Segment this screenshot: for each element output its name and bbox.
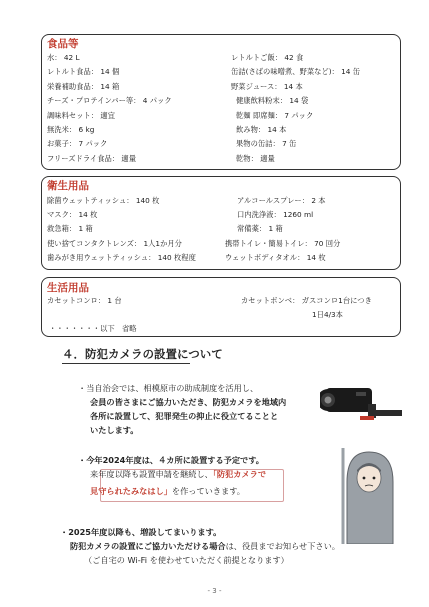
- food-item-right: 乾物： 適量: [236, 153, 275, 163]
- food-item-right: 果物の缶詰： 7 缶: [236, 139, 297, 149]
- food-item-right: 健康飲料粉末： 14 袋: [236, 96, 309, 106]
- security-camera-illustration: [320, 370, 402, 436]
- hygiene-item-right: 携帯トイレ・簡易トイレ： 70 回分: [225, 238, 341, 248]
- living-item-right-cont: 1日4/3本: [312, 310, 343, 319]
- section-title: ４．防犯カメラの設置について: [62, 347, 223, 361]
- p3-line2: 防犯カメラの設置にご協力いただける場合は、役員までお知らせ下さい。: [70, 541, 340, 551]
- food-item-right: 缶詰(さばの味噌煮、野菜など)： 14 缶: [231, 67, 361, 77]
- p1-line3: 各所に設置して、犯罪発生の抑止に役立てることと: [90, 411, 279, 421]
- food-item-left: チーズ・プロテインバー等： 4 パック: [47, 96, 172, 106]
- hygiene-item-right: 常備薬： 1 箱: [237, 224, 283, 234]
- hygiene-item-left: 使い捨てコンタクトレンズ： 1人1か月分: [47, 238, 182, 248]
- p2-line3: 見守られたみなはし」を作っていきます。: [90, 486, 245, 496]
- suspicious-person-illustration: [341, 448, 397, 544]
- hygiene-item-right: ウェットボディタオル： 14 枚: [225, 252, 326, 262]
- food-item-left: 栄養補助食品： 14 箱: [47, 81, 120, 91]
- p3-line1: ・2025年度以降も、増設してまいります。: [60, 527, 222, 537]
- p1-line2: 会員の皆さまにご協力いただき、防犯カメラを地域内: [90, 397, 287, 407]
- food-item-left: 調味料セット： 適宜: [47, 110, 115, 120]
- p1-line4: いたします。: [90, 425, 139, 435]
- food-item-right: 野菜ジュース： 14 本: [231, 81, 303, 91]
- p3-line3: （ご自宅の Wi-Fi を使わせていただく前提となります）: [84, 555, 289, 565]
- hygiene-item-right: アルコールスプレー： 2 本: [237, 196, 326, 205]
- hygiene-item-left: 救急箱： 1 箱: [47, 224, 93, 234]
- section-underline: [62, 363, 190, 364]
- p2-line1: ・今年2024年度は、４カ所に設置する予定です。: [78, 455, 264, 465]
- living-item-right: カセットボンベ： ガスコンロ1台につき: [241, 296, 372, 305]
- page-number: - 3 -: [207, 587, 222, 595]
- food-item-left: レトルト食品： 14 個: [47, 67, 120, 77]
- food-item-left: お菓子： 7 パック: [47, 139, 108, 149]
- food-title: 食品等: [47, 38, 79, 50]
- living-title: 生活用品: [47, 282, 89, 294]
- p1-line1: ・当自治会では、相模原市の助成制度を活用し、: [78, 383, 259, 393]
- food-item-left: フリーズドライ食品： 適量: [47, 153, 137, 163]
- hygiene-item-left: マスク： 14 枚: [47, 210, 98, 220]
- living-ellipsis: ・・・・・・・以下 省略: [49, 324, 137, 333]
- food-item-right: レトルトご飯： 42 食: [231, 53, 304, 62]
- hygiene-title: 衛生用品: [47, 180, 89, 192]
- food-item-left: 無洗米： 6 kg: [47, 125, 95, 134]
- living-item-left: カセットコンロ： 1 台: [47, 296, 122, 305]
- hygiene-item-left: 歯みがき用ウェットティッシュ： 140 枚程度: [47, 252, 196, 262]
- hygiene-item-right: 口内洗浄液： 1260 ml: [237, 210, 314, 220]
- food-item-right: 乾麺 即席麺： 7 パック: [236, 110, 314, 120]
- p2-line2: 来年度以降も設置申請を継続し、「防犯カメラで: [90, 469, 267, 479]
- hygiene-item-left: 除菌ウェットティッシュ： 140 枚: [47, 196, 160, 205]
- food-item-right: 飲み物： 14 本: [236, 125, 287, 134]
- food-item-left: 水： 42 L: [47, 53, 80, 62]
